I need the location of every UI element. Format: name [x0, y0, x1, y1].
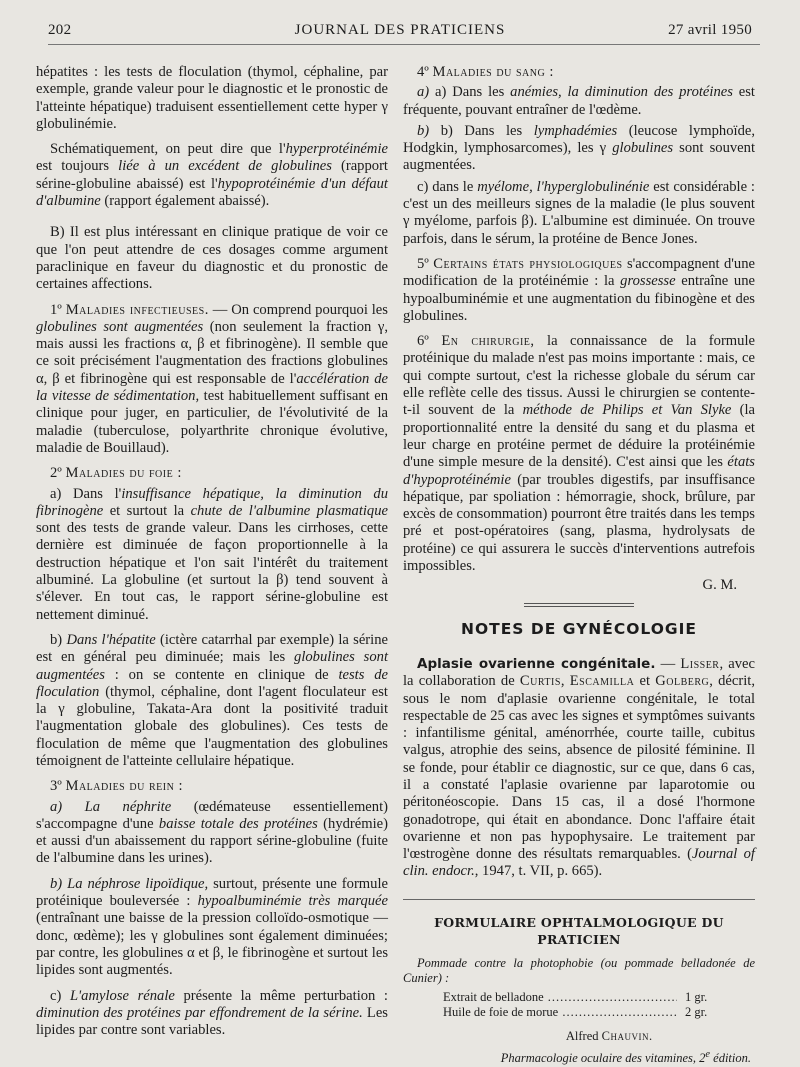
paragraph: a) a) Dans les anémies, la diminution des protéines est fréquente, pouvant entraîner de l'œdème.: [403, 84, 755, 118]
paragraph: a) La néphrite (œdémateuse essentiellement) s'accompagne d'une baisse totale des protéines (hydrémie) et aussi d'un abaissement du rapport sérine-globuline (fuite de l'albumine dans les urines).: [36, 798, 389, 867]
paragraph: b) Dans l'hépatite (ictère catarrhal par exemple) la sérine est en général peu diminuée; mais les globulines sont augmentées : on se contente en clinique de tests de floculation (thymol, céphaline, dont l'agent floculateur est la γ globuline, Takata-Ara dont la positivité traduit l'augmentation globale des globulines). Ces tests de floculation de même que l'augmentation des globulines témoignent de l'atteinte cellulaire hépatique.: [36, 631, 389, 769]
formulary-intro: Pommade contre la photophobie (ou pommade belladonée de Cunier) :: [403, 956, 755, 986]
citation: Pharmacologie oculaire des vitamines, 2e édition.: [500, 1048, 751, 1065]
left-column: [36, 64, 388, 1047]
section-heading-rein: 3º Maladies du rein :: [50, 778, 184, 795]
issue-date: 27 avril 1950: [668, 22, 752, 38]
ingredient-row: Huile de foie de morue ..... 2 gr.: [403, 1005, 755, 1020]
paragraph: c) L'amylose rénale présente la même perturbation : diminution des protéines par effondrement de la sérine. Les lipides par contre sont variables.: [36, 987, 388, 1039]
page-header: [48, 22, 752, 46]
page-number: 202: [48, 22, 72, 38]
paragraph: Schématiquement, on peut dire que l'hyperprotéinémie est toujours liée à un excédent de globulines (rapport sérine-globuline abaissé) est l'hypoprotéinémie d'un défaut d'albumine (rapport également abaissé).: [36, 141, 388, 210]
double-rule: [524, 603, 634, 607]
section-infectieuses: 1º Maladies infectieuses. — On comprend pourquoi les globulines sont augmentées (non seulement la fraction γ, mais aussi les fractions α, β et fibrinogène). Il semble que ce soit précisément l'augmentation des fractions globulines α, β et fibrinogène qui est responsable de l'accélération de la vitesse de sédimentation, test habituellement suffisant en clinique pour juger, en particulier, de l'évolutivité de la maladie (tuberculose, polyarthrite chronique évolutive, maladie de Bouillaud).: [36, 301, 389, 456]
divider: [403, 899, 755, 900]
paragraph: c) dans le myélome, l'hyperglobulinénie est considérable : c'est un des meilleurs signes de la maladie (le plus souvent γ myélome, parfois β). L'albumine est diminuée. On trouve parfois, dans le sérum, la protéine de Bence Jones.: [403, 178, 755, 247]
ingredient-row: Extrait de belladone ..... 1 gr.: [403, 990, 755, 1005]
section-chirurgie: 6º En chirurgie, la connaissance de la formule protéinique du malade n'est pas moins importante : mais, ce qui compte surtout, c'est la richesse globale du sérum car elle reflète celle des tissus. Aussi le chirurgien se contente-t-il souvent de la méthode de Philips et Van Slyke (la proportionnalité entre la densité du sang et du plasma et leur charge en protéine permet de déduire la protéinémie d'une simple mesure de la densité). C'est ainsi que les états d'hypoprotéinémie (par troubles digestifs, par insuffisance hépatique, par spoliation : hémorragie, shock, brûlure, par excès de consommation) pourront être traités dans les temps pré et post-opératoires (sang, plasma, hydrolysats de protéine) ce qui assurera le succès d'interventions autrefois impossibles.: [403, 333, 756, 575]
right-column: [403, 64, 755, 1067]
paragraph: b) b) Dans les lymphadémies (leucose lymphoïde, Hodgkin, lymphosarcomes), les γ globulines sont souvent augmentées.: [403, 122, 755, 174]
note-aplasie: Aplasie ovarienne congénitale. — Lisser, avec la collaboration de Curtis, Escamilla et Golberg, décrit, sous le nom d'aplasie ovarienne congénitale, le total respectable de 25 cas avec les signes et symptômes suivants : infantilisme génital, aménorrhée, courte taille, cubitus valgus, atrophie des seins, absence de pilosité féminine. Il se fonde, pour établir ce diagnostic, sur ce que, dans 6 cas, il a constaté l'aplasie ovarienne par laparotomie ou péritonéoscopie. Dans 15 cas, il a dosé l'hormone gonadotrope, qui était en abondance. Donc l'affaire était ovarienne et non pas hypophysaire. Le traitement par l'œstrogène donne des résultats remarquables. (Journal of clin. endocr., 1947, t. VII, p. 665).: [403, 655, 755, 880]
author: Alfred Chauvin.: [565, 1029, 653, 1044]
header-rule: [48, 44, 760, 45]
formulary-title: FORMULAIRE OPHTALMOLOGIQUE DU PRATICIEN: [434, 914, 724, 948]
paragraph: b) La néphrose lipoïdique, surtout, présente une formule protéinique bouleversée : hypoalbuminémie très marquée (entraînant une baisse de la pression colloïdo-osmotique — donc, œdème); les γ globulines sont également diminuées; par contre, les globulines α et β, le fibrinogène et surtout les lipides sont augmentés.: [36, 875, 389, 979]
journal-title: JOURNAL DES PRATICIENS: [294, 22, 506, 38]
paragraph: a) Dans l'insuffisance hépatique, la diminution du fibrinogène et surtout la chute de l'albumine plasmatique sont des tests de grande valeur. Dans les cirrhoses, cette dernière est diminuée de façon proportionnelle à la destruction hépatique et l'on sait l'intérêt du traitement albuminé. La globuline (et surtout la β) tend souvent à s'élever. En tout cas, le rapport sérine-globuline est nettement diminué.: [36, 485, 389, 623]
signature: G. M.: [702, 577, 737, 594]
section-heading-foie: 2º Maladies du foie :: [50, 465, 182, 482]
paragraph: hépatites : les tests de floculation (thymol, céphaline, par exemple, grande valeur pour le diagnostic et le pronostic de l'atteinte hépatique) traduisent essentiellement cette hyper γ globulinémie.: [36, 64, 388, 132]
section-heading-sang: 4º Maladies du sang :: [417, 64, 554, 80]
section-title: NOTES DE GYNÉCOLOGIE: [460, 619, 698, 638]
paragraph: B) Il est plus intéressant en clinique pratique de voir ce que l'on peut attendre de ces dosages comme argument paraclinique en faveur du diagnostic et du pronostic de certaines affections.: [36, 224, 388, 293]
section-physiologiques: 5º Certains états physiologiques s'accompagnent d'une modification de la protéinémie : la grossesse entraîne une hypoalbuminémie et une augmentation du fibinogène et des globulines.: [403, 255, 755, 324]
